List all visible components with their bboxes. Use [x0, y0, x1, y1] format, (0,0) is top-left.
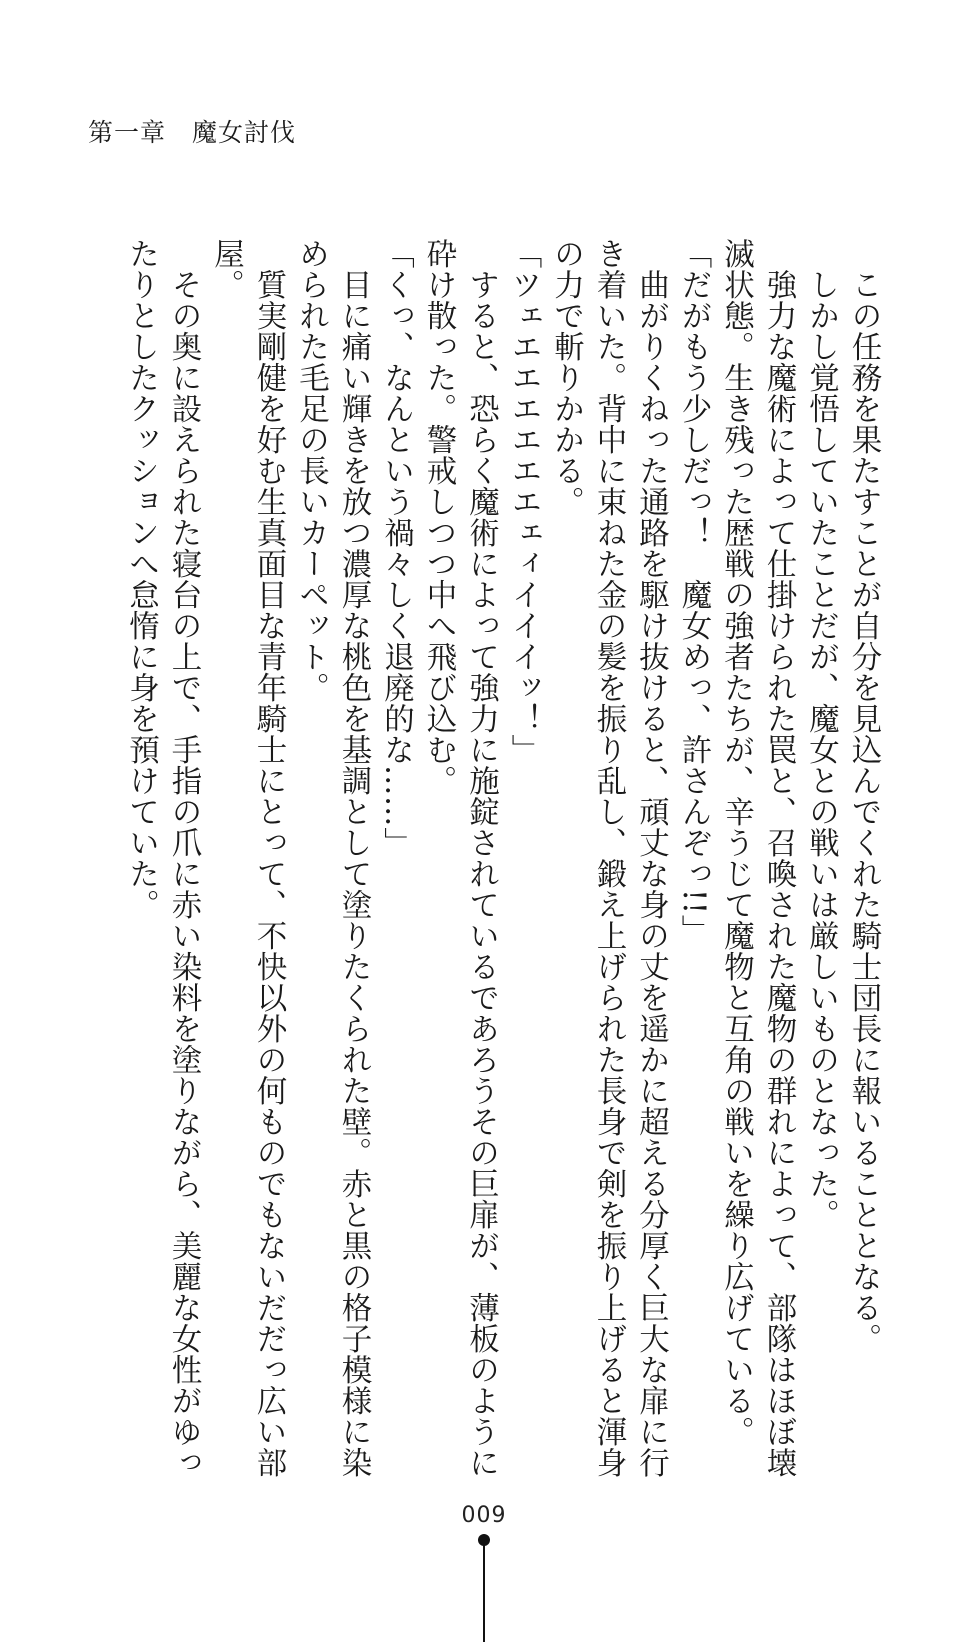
page-marker-line — [483, 1544, 485, 1642]
text-line: しかし覚悟していたことだが、魔女との戦いは厳しいものとなった。 — [803, 268, 839, 1230]
text-line: 強力な魔術によって仕掛けられた罠と、召喚された魔物の群れによって、部隊はほぼ壊 — [761, 268, 796, 1478]
text-line: 砕け散った。警戒しつつ中へ飛び込む。 — [421, 238, 456, 796]
page-number: 009 — [461, 1503, 507, 1528]
text-line: 「くっ、なんという禍々しく退廃的な……」 — [378, 238, 414, 858]
chapter-heading: 第一章 魔女討伐 — [88, 118, 297, 147]
text-line: たりとしたクッションへ怠惰に身を預けていた。 — [123, 238, 159, 920]
text-line: この任務を果たすことが自分を見込んでくれた騎士団長に報いることとなる。 — [846, 268, 881, 1354]
text-line: その奥に設えられた寝台の上で、手指の爪に赤い染料を塗りながら、美麗な女性がゆっ — [166, 268, 201, 1478]
text-line: 質実剛健を好む生真面目な青年騎士にとって、不快以外の何ものでもないだだっ広い部 — [251, 268, 286, 1478]
body-text — [119, 238, 884, 1478]
page-marker-icon — [478, 1534, 490, 1642]
text-line: 屋。 — [208, 238, 244, 300]
text-line: き着いた。背中に束ねた金の髪を振り乱し、鍛え上げられた長身で剣を振り上げると渾身 — [591, 238, 626, 1478]
text-line: 目に痛い輝きを放つ濃厚な桃色を基調として塗りたくられた壁。赤と黒の格子模様に染 — [336, 268, 371, 1478]
text-line: すると、恐らく魔術によって強力に施錠されているであろうその巨扉が、薄板のように — [463, 268, 499, 1478]
text-line: 「だがもう少しだっ！ 魔女めっ、許さんぞっ!!」 — [676, 238, 711, 946]
text-line: 「ツェエエエエエエェィイイイッ！」 — [506, 238, 541, 765]
text-line: 滅状態。生き残った歴戦の強者たちが、辛うじて魔物と互角の戦いを繰り広げている。 — [718, 238, 754, 1447]
text-line: の力で斬りかかる。 — [548, 238, 584, 517]
text-line: められた毛足の長いカーペット。 — [293, 238, 329, 703]
text-line: 曲がりくねった通路を駆け抜けると、頑丈な身の丈を遥かに超える分厚く巨大な扉に行 — [633, 268, 669, 1478]
